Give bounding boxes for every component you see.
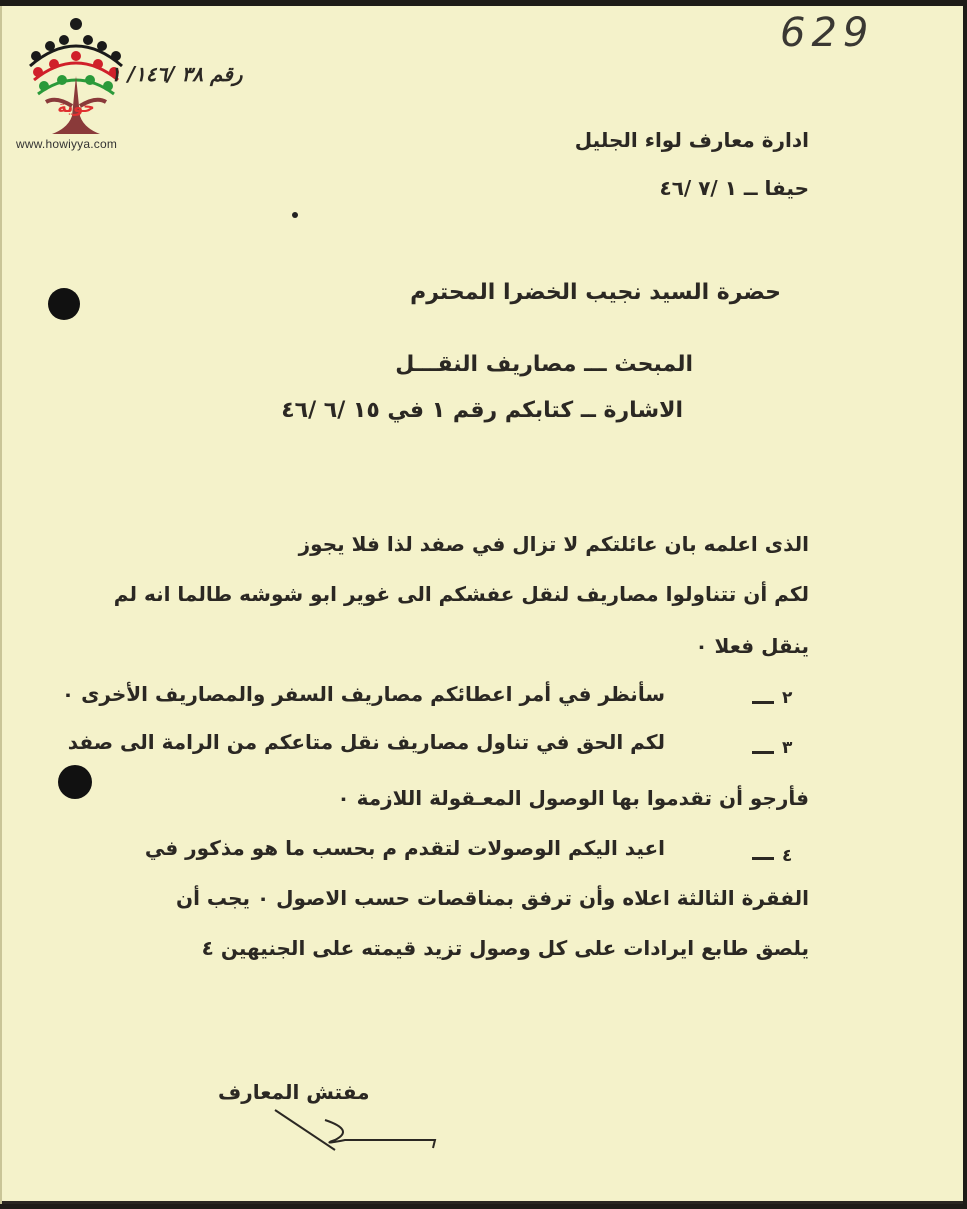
ink-dot: [292, 212, 298, 218]
paragraph-dash: [752, 857, 774, 860]
paragraph-dash: [752, 751, 774, 754]
punch-hole-bottom: [58, 765, 92, 799]
addressee: حضرة السيد نجيب الخضرا المحترم: [410, 280, 781, 305]
handwritten-signature: [265, 1100, 445, 1160]
body-line: ينقل فعلا ٠: [695, 634, 809, 658]
paragraph-number: ٢: [782, 688, 793, 708]
paragraph-dash: [752, 701, 774, 704]
reference-line: الاشارة ــ كتابكم رقم ١ في ١٥ /٦ /٤٦: [281, 398, 683, 423]
body-line: الفقرة الثالثة اعلاه وأن ترفق بمناقصات حسب الاصول ٠ يجب أن: [176, 886, 809, 910]
signature-title: مفتش المعارف: [218, 1080, 370, 1104]
watermark-text: www.howiyya.com: [16, 137, 118, 151]
scan-border-top: [0, 0, 967, 6]
tree-of-people-icon: [16, 16, 136, 156]
paragraph-number: ٣: [782, 738, 793, 758]
scan-border-bottom: [0, 1204, 967, 1209]
body-line: لكم أن تتناولوا مصاريف لنقل عفشكم الى غوير ابو شوشه طالما انه لم: [113, 582, 809, 606]
place-date: حيفا ــ ١ /٧ /٤٦: [659, 176, 809, 200]
body-line: لكم الحق في تناول مصاريف نقل متاعكم من الرامة الى صفد: [67, 730, 665, 754]
svg-text:حوية: حوية: [57, 97, 95, 116]
punch-hole-top: [48, 288, 80, 320]
paragraph-number: ٤: [782, 846, 793, 866]
scan-border-right: [963, 0, 967, 1209]
reference-number: رقم ٣٨ /١٤٦/ ١: [110, 62, 243, 86]
page-number: 629: [780, 10, 875, 56]
body-line: الذى اعلمه بان عائلتكم لا تزال في صفد لذا فلا يجوز: [298, 532, 809, 556]
body-line: يلصق طابع ايرادات على كل وصول تزيد قيمته على الجنيهين ٤: [201, 936, 809, 960]
office-name: ادارة معارف لواء الجليل: [574, 128, 809, 152]
body-line: فأرجو أن تقدموا بها الوصول المعـقولة اللازمة ٠: [337, 786, 809, 810]
body-line: سأنظر في أمر اعطائكم مصاريف السفر والمصاريف الأخرى ٠: [61, 682, 665, 706]
subject-line: المبحث ـــ مصاريف النقـــل: [395, 352, 693, 377]
body-line: اعيد اليكم الوصولات لتقدم م بحسب ما هو مذكور في: [144, 836, 665, 860]
